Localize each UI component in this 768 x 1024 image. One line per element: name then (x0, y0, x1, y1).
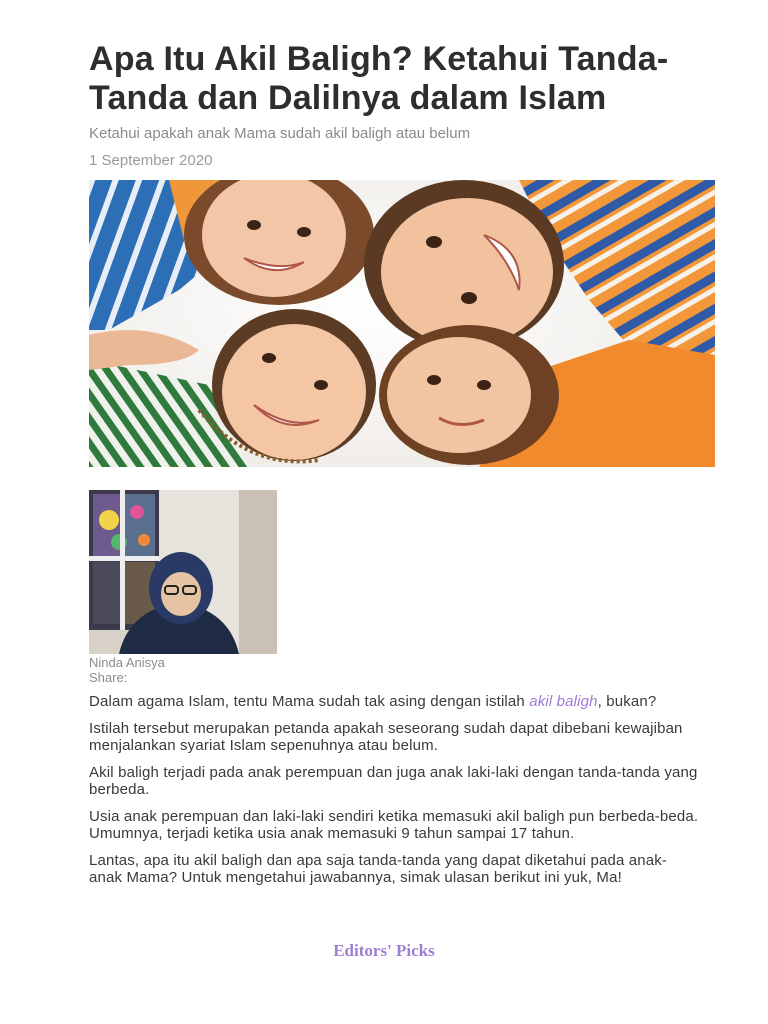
share-label: Share: (89, 670, 128, 685)
body-paragraph-4: Usia anak perempuan dan laki-laki sendiri ketika memasuki akil baligh pun berbeda-beda. Umumnya, terjadi ketika usia anak memasuki 9 tahun sampai 17 tahun. (89, 808, 699, 842)
article-date: 1 September 2020 (89, 152, 213, 169)
hero-image-children-circle (89, 180, 715, 467)
body-paragraph-1 (89, 693, 699, 710)
author-avatar-photo (89, 490, 277, 654)
akil-baligh-link[interactable]: akil baligh (529, 693, 598, 710)
body-paragraph-2: Istilah tersebut merupakan petanda apakah seseorang sudah dapat dibebani kewajiban menjalankan syariat Islam sepenuhnya atau belum. (89, 720, 683, 754)
article-body (89, 693, 699, 896)
author-name[interactable]: Ninda Anisya (89, 655, 165, 670)
article-subtitle: Ketahui apakah anak Mama sudah akil baligh atau belum (89, 125, 471, 142)
body-paragraph-3: Akil baligh terjadi pada anak perempuan dan juga anak laki-laki dengan tanda-tanda yang berbeda. (89, 764, 698, 798)
body-paragraph-1-end: , bukan? (597, 693, 657, 710)
article-header (89, 40, 719, 170)
body-paragraph-1-start: Dalam agama Islam, tentu Mama sudah tak asing dengan istilah (89, 693, 530, 710)
body-paragraph-5: Lantas, apa itu akil baligh dan apa saja tanda-tanda yang dapat diketahui pada anak-anak Mama? Untuk mengetahui jawabannya, simak ulasan berikut ini yuk, Ma! (89, 852, 668, 886)
editors-picks-heading: Editors' Picks (333, 941, 435, 960)
article-title: Apa Itu Akil Baligh? Ketahui Tanda-Tanda dan Dalilnya dalam Islam (89, 40, 669, 117)
